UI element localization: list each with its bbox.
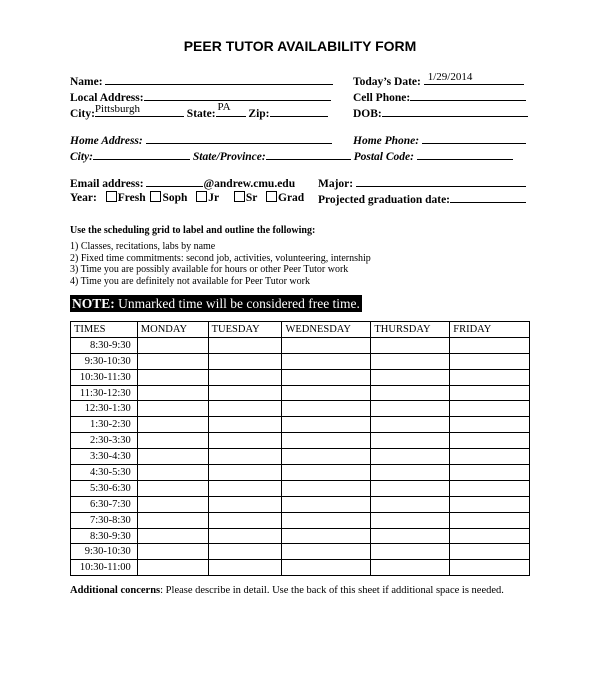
schedule-cell[interactable] [208, 512, 282, 528]
city-value: Pittsburgh [94, 103, 140, 115]
state-value: PA [217, 101, 231, 113]
grid-row [71, 353, 530, 369]
schedule-cell[interactable] [137, 544, 208, 560]
schedule-cell[interactable] [208, 496, 282, 512]
grid-row [71, 560, 530, 576]
home-address-row [70, 132, 332, 147]
year-option: Soph [162, 192, 188, 204]
schedule-cell[interactable] [282, 528, 371, 544]
schedule-cell[interactable] [282, 385, 371, 401]
year-jr-checkbox[interactable] [196, 191, 207, 202]
schedule-cell[interactable] [371, 369, 450, 385]
date-row [353, 73, 524, 88]
home-address-field[interactable] [146, 132, 332, 144]
schedule-cell[interactable] [371, 449, 450, 465]
schedule-cell[interactable] [450, 480, 530, 496]
schedule-cell[interactable] [208, 465, 282, 481]
note-banner [70, 295, 362, 312]
note-text: Unmarked time will be considered free time. [114, 296, 360, 311]
schedule-cell[interactable] [282, 337, 371, 353]
schedule-grid [70, 321, 530, 576]
header-times: TIMES [71, 322, 138, 338]
city-label: City: [70, 108, 95, 120]
year-option: Grad [278, 192, 305, 204]
year-option: Fresh [117, 192, 146, 204]
schedule-cell[interactable] [450, 496, 530, 512]
cell-field[interactable] [410, 89, 526, 101]
schedule-cell[interactable] [137, 512, 208, 528]
email-domain: @andrew.cmu.edu [203, 178, 296, 190]
year-option: Sr [245, 192, 258, 204]
home-phone-field[interactable] [422, 132, 526, 144]
zip-field[interactable] [270, 105, 328, 117]
schedule-cell[interactable] [282, 417, 371, 433]
home-phone-label: Home Phone: [353, 135, 420, 147]
schedule-cell[interactable] [208, 385, 282, 401]
schedule-cell[interactable] [371, 544, 450, 560]
time-cell: 11:30-12:30 [71, 385, 138, 401]
time-cell: 1:30-2:30 [71, 417, 138, 433]
instruction-item: 2) Fixed time commitments: second job, activities, volunteering, internship [70, 252, 371, 264]
schedule-cell[interactable] [371, 560, 450, 576]
schedule-cell[interactable] [208, 401, 282, 417]
schedule-cell[interactable] [371, 512, 450, 528]
home-address-label: Home Address: [70, 135, 143, 147]
schedule-cell[interactable] [450, 385, 530, 401]
schedule-cell[interactable] [137, 449, 208, 465]
schedule-cell[interactable] [137, 528, 208, 544]
schedule-cell[interactable] [208, 353, 282, 369]
dob-label: DOB: [353, 108, 382, 120]
schedule-cell[interactable] [208, 417, 282, 433]
city-row [70, 101, 328, 120]
header-thursday: THURSDAY [371, 322, 450, 338]
schedule-cell[interactable] [282, 465, 371, 481]
schedule-cell[interactable] [282, 401, 371, 417]
grid-row [71, 480, 530, 496]
schedule-cell[interactable] [282, 449, 371, 465]
schedule-cell[interactable] [137, 560, 208, 576]
schedule-cell[interactable] [208, 369, 282, 385]
schedule-cell[interactable] [450, 512, 530, 528]
major-row [318, 175, 526, 190]
time-cell: 9:30-10:30 [71, 544, 138, 560]
schedule-cell[interactable] [371, 385, 450, 401]
schedule-cell[interactable] [371, 417, 450, 433]
dob-row [353, 105, 528, 120]
year-label: Year: [70, 192, 97, 204]
concerns-label: Additional concerns [70, 585, 161, 596]
name-label: Name: [70, 76, 103, 88]
header-wednesday: WEDNESDAY [282, 322, 371, 338]
city-field[interactable] [95, 105, 184, 117]
cell-row [353, 89, 526, 104]
home-city-label: City: [70, 151, 93, 163]
grid-row [71, 337, 530, 353]
instructions-list [70, 241, 371, 287]
schedule-cell[interactable] [208, 544, 282, 560]
schedule-cell[interactable] [208, 449, 282, 465]
time-cell: 4:30-5:30 [71, 465, 138, 481]
schedule-cell[interactable] [208, 528, 282, 544]
instruction-item: 1) Classes, recitations, labs by name [70, 241, 216, 252]
home-city-field[interactable] [93, 148, 190, 160]
schedule-cell[interactable] [450, 433, 530, 449]
home-city-row [70, 148, 513, 163]
grid-row [71, 449, 530, 465]
grid-row [71, 369, 530, 385]
instructions-heading: Use the scheduling grid to label and outline the following: [70, 225, 316, 236]
schedule-cell[interactable] [282, 433, 371, 449]
schedule-cell[interactable] [137, 385, 208, 401]
time-cell: 6:30-7:30 [71, 496, 138, 512]
grid-row [71, 512, 530, 528]
time-cell: 5:30-6:30 [71, 480, 138, 496]
postal-field[interactable] [417, 148, 513, 160]
header-monday: MONDAY [137, 322, 208, 338]
time-cell: 3:30-4:30 [71, 449, 138, 465]
dob-field[interactable] [382, 105, 528, 117]
note-label: NOTE: [72, 296, 115, 311]
schedule-cell[interactable] [450, 449, 530, 465]
schedule-cell[interactable] [137, 433, 208, 449]
grad-date-field[interactable] [450, 191, 526, 203]
postal-label: Postal Code: [353, 151, 414, 163]
form-title: PEER TUTOR AVAILABILITY FORM [183, 38, 417, 54]
schedule-cell[interactable] [450, 401, 530, 417]
schedule-cell[interactable] [282, 496, 371, 512]
schedule-cell[interactable] [282, 353, 371, 369]
date-label: Today’s Date: [353, 76, 421, 88]
major-label: Major: [318, 178, 354, 190]
grid-row [71, 528, 530, 544]
instruction-item: 3) Time you are possibly available for hours or other Peer Tutor work [70, 264, 349, 275]
time-cell: 2:30-3:30 [71, 433, 138, 449]
time-cell: 10:30-11:00 [71, 560, 138, 576]
schedule-cell[interactable] [450, 544, 530, 560]
year-grad-checkbox[interactable] [266, 191, 277, 202]
year-fresh-checkbox[interactable] [106, 191, 117, 202]
schedule-cell[interactable] [371, 433, 450, 449]
schedule-cell[interactable] [450, 560, 530, 576]
schedule-cell[interactable] [450, 528, 530, 544]
time-cell: 9:30-10:30 [71, 353, 138, 369]
schedule-cell[interactable] [137, 337, 208, 353]
local-address-row [70, 89, 331, 104]
schedule-cell[interactable] [137, 353, 208, 369]
concerns-text: : Please describe in detail. Use the back of this sheet if additional space is needed. [160, 585, 504, 596]
schedule-cell[interactable] [371, 496, 450, 512]
home-phone-row [353, 132, 526, 147]
province-label: State/Province: [192, 151, 266, 163]
schedule-cell[interactable] [450, 417, 530, 433]
schedule-cell[interactable] [282, 544, 371, 560]
province-field[interactable] [266, 148, 351, 160]
schedule-cell[interactable] [282, 480, 371, 496]
email-row [70, 175, 295, 190]
email-field[interactable] [146, 175, 203, 187]
schedule-cell[interactable] [282, 512, 371, 528]
grid-row [71, 544, 530, 560]
state-label: State: [186, 108, 216, 120]
date-value: 1/29/2014 [427, 71, 473, 83]
schedule-cell[interactable] [208, 433, 282, 449]
schedule-cell[interactable] [208, 480, 282, 496]
schedule-cell[interactable] [282, 369, 371, 385]
schedule-cell[interactable] [371, 337, 450, 353]
grid-row [71, 433, 530, 449]
schedule-cell[interactable] [137, 496, 208, 512]
schedule-cell[interactable] [137, 465, 208, 481]
schedule-cell[interactable] [371, 401, 450, 417]
schedule-cell[interactable] [208, 560, 282, 576]
schedule-cell[interactable] [450, 369, 530, 385]
instruction-item: 4) Time you are definitely not available for Peer Tutor work [70, 275, 310, 287]
schedule-cell[interactable] [137, 480, 208, 496]
schedule-cell[interactable] [137, 369, 208, 385]
name-field[interactable] [105, 73, 333, 85]
state-field[interactable] [216, 101, 246, 117]
schedule-cell[interactable] [137, 417, 208, 433]
time-cell: 12:30-1:30 [71, 401, 138, 417]
additional-concerns [70, 585, 504, 596]
year-sr-checkbox[interactable] [234, 191, 245, 202]
schedule-cell[interactable] [450, 337, 530, 353]
major-field[interactable] [356, 175, 526, 187]
name-row [70, 73, 333, 88]
schedule-cell[interactable] [282, 560, 371, 576]
year-soph-checkbox[interactable] [150, 191, 161, 202]
header-friday: FRIDAY [450, 322, 530, 338]
grad-date-row [318, 191, 526, 206]
schedule-cell[interactable] [371, 528, 450, 544]
local-address-field[interactable] [144, 89, 331, 101]
schedule-cell[interactable] [137, 401, 208, 417]
local-address-label: Local Address: [70, 92, 144, 104]
grid-row [71, 465, 530, 481]
date-field[interactable] [424, 73, 524, 85]
grid-row [71, 496, 530, 512]
grid-row [71, 417, 530, 433]
time-cell: 8:30-9:30 [71, 528, 138, 544]
grid-header-row [71, 322, 530, 338]
header-tuesday: TUESDAY [208, 322, 282, 338]
time-cell: 8:30-9:30 [71, 337, 138, 353]
cell-label: Cell Phone: [353, 92, 411, 104]
zip-label: Zip: [248, 108, 270, 120]
grid-row [71, 385, 530, 401]
schedule-cell[interactable] [371, 353, 450, 369]
schedule-cell[interactable] [450, 353, 530, 369]
email-label: Email address: [70, 178, 144, 190]
year-row [70, 191, 304, 204]
schedule-cell[interactable] [450, 465, 530, 481]
grad-date-label: Projected graduation date: [318, 194, 451, 206]
schedule-cell[interactable] [371, 465, 450, 481]
year-option: Jr [208, 192, 219, 204]
grid-row [71, 401, 530, 417]
schedule-cell[interactable] [208, 337, 282, 353]
time-cell: 10:30-11:30 [71, 369, 138, 385]
schedule-cell[interactable] [371, 480, 450, 496]
time-cell: 7:30-8:30 [71, 512, 138, 528]
